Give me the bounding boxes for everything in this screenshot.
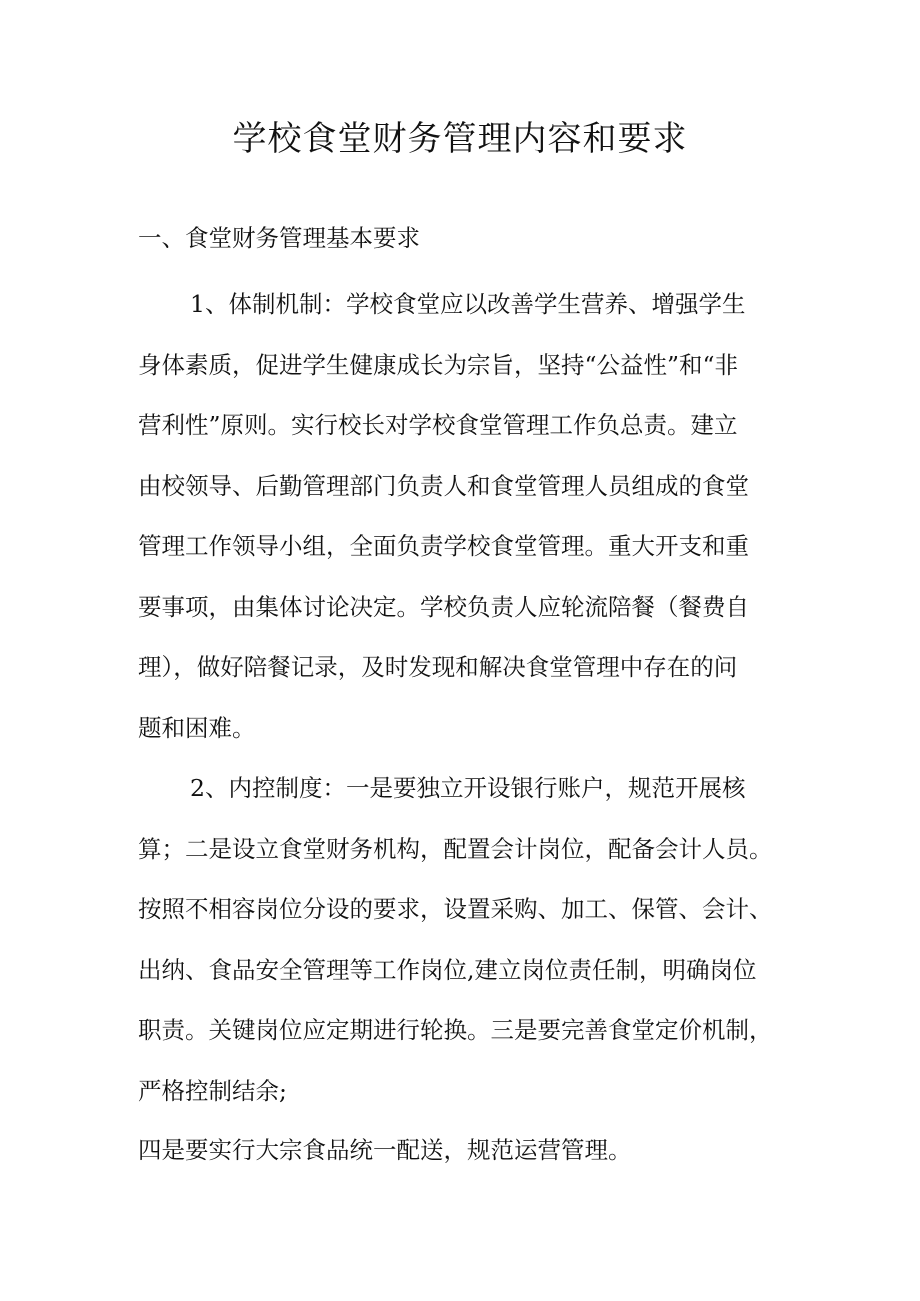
document-title: 学校食堂财务管理内容和要求 — [232, 119, 688, 159]
paragraph-line: 出纳、食品安全管理等工作岗位,建立岗位责任制，明确岗位 — [138, 955, 757, 984]
section-heading: 一、食堂财务管理基本要求 — [138, 224, 420, 252]
paragraph-line: 1、体制机制：学校食堂应以改善学生营养、增强学生 — [190, 290, 746, 318]
paragraph-line: 按照不相容岗位分设的要求，设置采购、加工、保管、会计、 — [138, 895, 773, 923]
paragraph-line: 管理工作领导小组，全面负责学校食堂管理。重大开支和重 — [138, 532, 749, 560]
paragraph-line: 严格控制结余; — [138, 1076, 287, 1105]
paragraph-line: 职责。关键岗位应定期进行轮换。三是要完善食堂定价机制， — [138, 1016, 773, 1044]
paragraph-internal-control — [138, 758, 798, 1121]
paragraph-line: 要事项，由集体讨论决定。学校负责人应轮流陪餐（餐费自 — [138, 592, 749, 621]
paragraph-line: 2、内控制度：一是要独立开设银行账户，规范开展核 — [190, 774, 746, 802]
paragraph-line: 题和困难。 — [138, 713, 256, 742]
paragraph-line: 身体素质，促进学生健康成长为宗旨，坚持“公益性”和“非 — [138, 350, 739, 379]
paragraph-line: 由校领导、后勤管理部门负责人和食堂管理人员组成的食堂 — [138, 471, 749, 500]
paragraph-line: 营利性”原则。实行校长对学校食堂管理工作负总责。建立 — [138, 411, 738, 439]
final-line: 四是要实行大宗食品统一配送，规范运营管理。 — [138, 1136, 632, 1164]
paragraph-line: 算；二是设立食堂财务机构，配置会计岗位，配备会计人员。 — [138, 834, 773, 863]
paragraph-system-mechanism — [138, 274, 798, 758]
paragraph-line: 理），做好陪餐记录，及时发现和解决食堂管理中存在的问 — [138, 653, 738, 681]
